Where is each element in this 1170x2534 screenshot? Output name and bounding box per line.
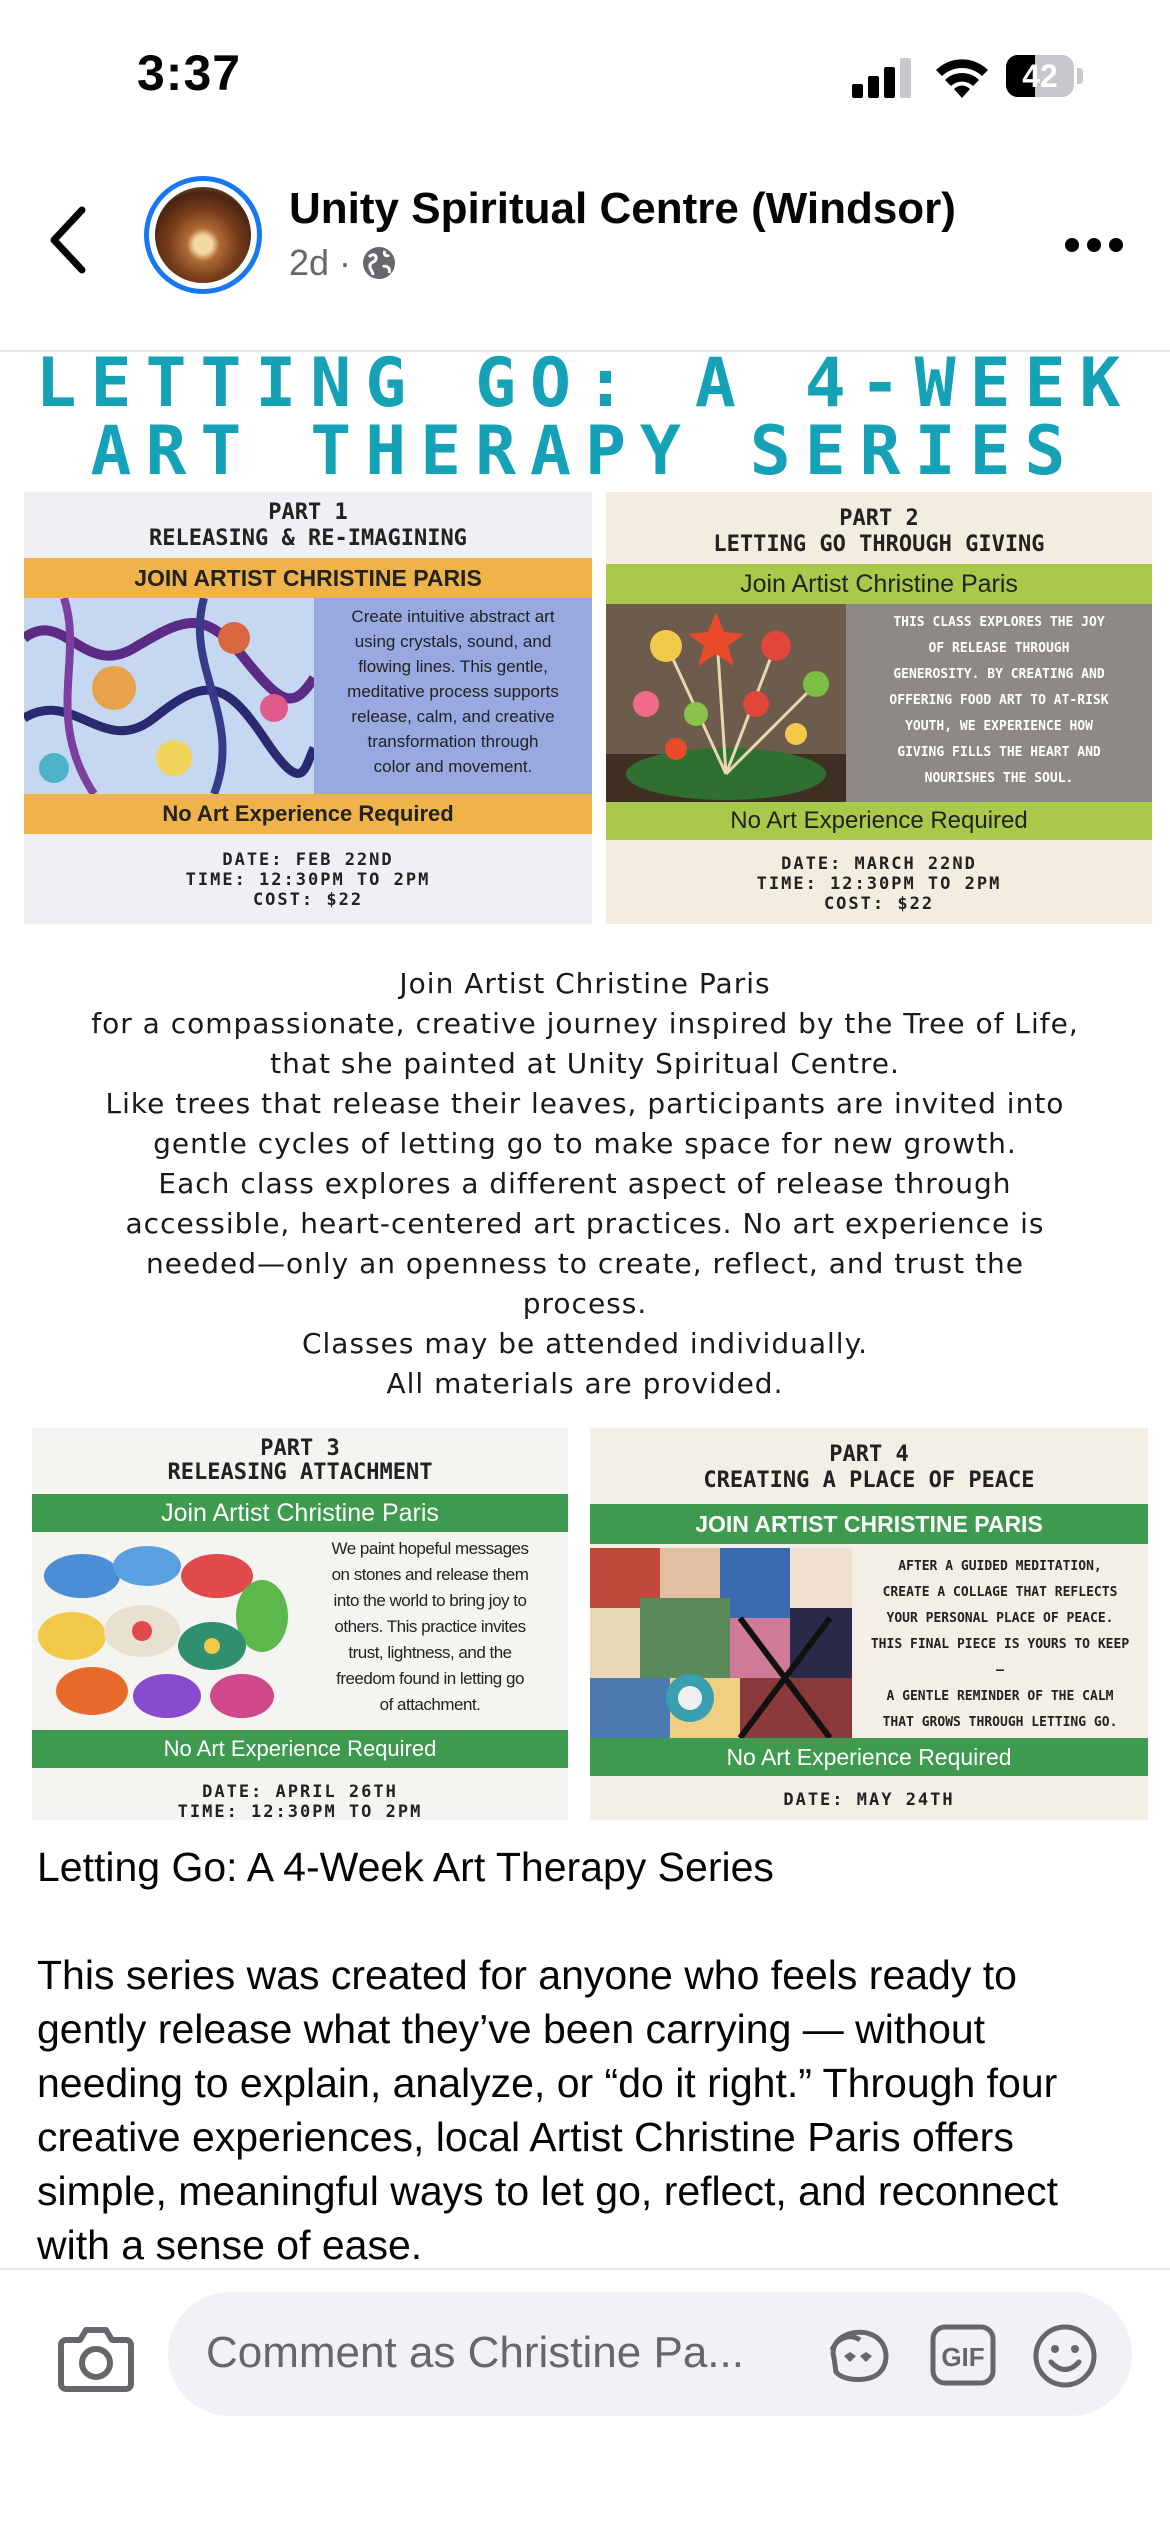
wifi-icon — [936, 54, 988, 98]
smile-icon[interactable] — [1032, 2323, 1098, 2389]
post-caption — [37, 1840, 1137, 2272]
part2-desc: THIS CLASS EXPLORES THE JOY OF RELEASE THROUGH GENEROSITY. BY CREATING AND OFFERING FOOD ART TO AT-RISK YOUTH, WE EXPERIENCE HOW GIVING FILLS THE HEART AND NOURISHES THE SOUL. — [889, 615, 1109, 786]
svg-text:GIF: GIF — [941, 2342, 985, 2372]
part4-collage-image — [590, 1548, 852, 1738]
part4-date: DATE: MAY 24TH — [783, 1790, 955, 1810]
part4-card — [590, 1428, 1148, 1820]
more-options-icon[interactable] — [1064, 234, 1124, 256]
part2-requirement: No Art Experience Required — [606, 802, 1152, 840]
part1-abstract-art-image — [24, 598, 314, 794]
part4-label: PART 4 — [829, 1442, 909, 1467]
status-time: 3:37 — [137, 45, 242, 101]
globe-icon — [361, 245, 397, 281]
part1-card — [24, 492, 592, 924]
part4-band: JOIN ARTIST CHRISTINE PARIS — [590, 1504, 1148, 1544]
part2-label: PART 2 — [839, 506, 919, 531]
part3-band: Join Artist Christine Paris — [32, 1494, 568, 1532]
post-header — [0, 150, 1170, 352]
battery-icon — [1006, 55, 1084, 97]
flyer-title-line1: LETTING GO: A 4-WEEK — [35, 352, 1135, 423]
part2-band: Join Artist Christine Paris — [606, 564, 1152, 604]
comment-bar — [0, 2268, 1170, 2534]
part4-requirement: No Art Experience Required — [590, 1738, 1148, 1776]
caption-title: Letting Go: A 4-Week Art Therapy Series — [37, 1844, 774, 1890]
part1-subtitle: RELEASING & RE-IMAGINING — [149, 526, 467, 551]
part3-requirement: No Art Experience Required — [32, 1730, 568, 1768]
post-meta — [289, 242, 397, 284]
part3-time: TIME: 12:30PM TO 2PM — [177, 1802, 423, 1820]
page-name[interactable]: Unity Spiritual Centre (Windsor) — [289, 184, 956, 233]
part4-desc: AFTER A GUIDED MEDITATION, CREATE A COLLAGE THAT REFLECTS YOUR PERSONAL PLACE OF PEACE. THIS FINAL PIECE IS YOURS TO KEEP – A GENTLE REMINDER OF THE CALM THAT GROWS THROUGH LETTING GO. — [870, 1559, 1130, 1730]
camera-icon[interactable] — [58, 2322, 134, 2392]
cellular-signal-icon — [852, 58, 914, 98]
part3-subtitle: RELEASING ATTACHMENT — [167, 1460, 433, 1485]
part2-cost: COST: $22 — [823, 894, 935, 914]
part1-band: JOIN ARTIST CHRISTINE PARIS — [24, 558, 592, 598]
battery-level: 42 — [1022, 58, 1058, 94]
page-avatar[interactable] — [144, 176, 262, 294]
meta-separator: · — [339, 242, 352, 283]
part3-date: DATE: APRIL 26TH — [202, 1782, 398, 1802]
post-image[interactable] — [0, 352, 1170, 1820]
part2-card — [606, 492, 1152, 924]
part1-desc: Create intuitive abstract art using crystals, sound, and flowing lines. This gentle, meditative process supports release, calm, and creative transformation through color and movement. — [347, 607, 559, 776]
part2-subtitle: LETTING GO THROUGH GIVING — [713, 532, 1045, 557]
back-arrow-icon[interactable] — [40, 200, 100, 280]
comment-placeholder: Comment as Christine Pa... — [206, 2328, 744, 2377]
part1-label: PART 1 — [268, 500, 348, 525]
gif-icon[interactable] — [930, 2324, 996, 2386]
part3-desc: We paint hopeful messages on stones and release them into the world to bring joy to others. This practice invites trust, lightness, and the freedom found in letting go of attachment. — [331, 1539, 529, 1714]
part1-requirement: No Art Experience Required — [24, 794, 592, 834]
flyer-title-line2: ART THERAPY SERIES — [90, 412, 1080, 491]
part1-cost: COST: $22 — [252, 890, 364, 910]
comment-input[interactable] — [168, 2292, 1132, 2416]
part1-time: TIME: 12:30PM TO 2PM — [185, 870, 431, 890]
part3-painted-stones-image — [32, 1536, 292, 1726]
part1-date: DATE: FEB 22ND — [222, 850, 394, 870]
part4-subtitle: CREATING A PLACE OF PEACE — [703, 1468, 1035, 1493]
flyer-description: Join Artist Christine Paris for a compassionate, creative journey inspired by the Tree of Life, that she painted at Unity Spiritual Centre. Like trees that release their leaves, participants are invited into gentle cycles of letting go to make space for new growth. Each class explores a different aspect of release through accessible, heart-centered art practices. No art experience is needed—only an openness to create, reflect, and trust the process. Classes may be attended individually. All materials are provided. — [91, 967, 1079, 1400]
part2-date: DATE: MARCH 22ND — [781, 854, 977, 874]
caption-body: This series was created for anyone who feels ready to gently release what they’ve been carrying — without needing to explain, analyze, or “do it right.” Through four creative experiences, local Artist Christine Paris offers simple, meaningful ways to let go, reflect, and reconnect with a sense of ease. — [37, 1952, 1058, 2268]
part3-label: PART 3 — [260, 1436, 340, 1461]
post-age[interactable]: 2d — [289, 242, 330, 283]
avatar-sticker-icon[interactable] — [824, 2328, 892, 2384]
status-bar — [0, 0, 1170, 150]
part2-time: TIME: 12:30PM TO 2PM — [756, 874, 1002, 894]
part2-food-art-image — [606, 604, 846, 802]
part3-card — [32, 1428, 568, 1820]
